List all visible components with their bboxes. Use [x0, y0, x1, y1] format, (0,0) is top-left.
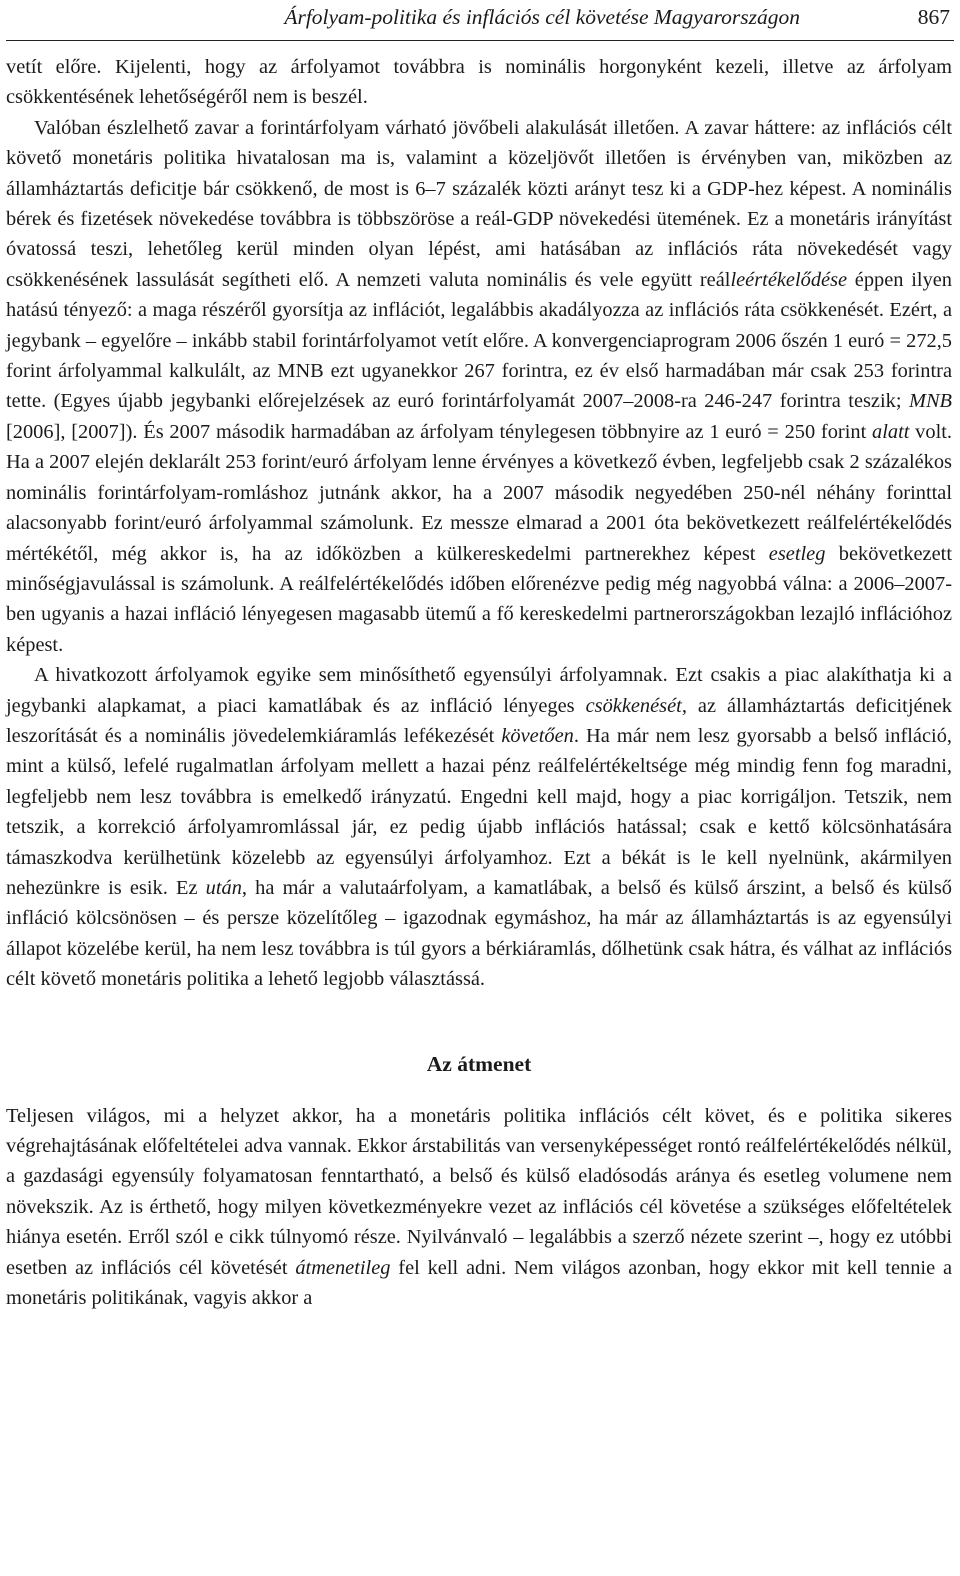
running-head-title: Árfolyam-politika és inflációs cél követése Magyarországon: [284, 5, 800, 29]
text-run: fel kell adni. Nem világos azonban, hogy ekkor mit kell tennie a monetáris politikának, vagyis akkor a: [6, 1256, 952, 1310]
running-head: [0, 0, 960, 36]
italic-run: követően: [501, 724, 574, 747]
paragraph: [6, 1101, 952, 1314]
text-run: A hivatkozott árfolyamok egyike sem minősíthető egyensúlyi árfolyamnak. Ezt csakis a piac alakíthatja ki a jegybanki alapkamat, a piaci kamatlábak és az infláció lényeges: [6, 664, 952, 717]
text-run: vetít előre. Kijelenti, hogy az árfolyamot továbbra is nominális horgonyként kezeli, illetve az árfolyam csökkentésének lehetőségéről nem is beszél.: [6, 56, 952, 109]
text-run: , ha már a valutaárfolyam, a kamatlábak, a belső és külső árszint, a belső és külső infláció kölcsönösen – és persze közelítőleg – igazodnak egymáshoz, ha már az államháztartás is az egyensúlyi állapot közelébe kerül, ha nem lesz továbbra is túl gyors a bérkiáramlás, dőlhetünk csak hátra, és válhat az inflációs célt követő monetáris politika a lehető legjobb választássá.: [6, 876, 952, 991]
text-run: [2006], [2007]). És 2007 második harmadában az árfolyam ténylegesen többnyire az 1 euró = 250 forint: [6, 420, 873, 443]
text-run: éppen ilyen hatású tényező: a maga részéről gyorsítja az inflációt, legalábbis akadályozza az inflációs ráta csökkenését. Ezért, a jegybank – egyelőre – inkább stabil forintárfolyamot vetít előre. A konvergenciaprogram 2006 őszén 1 euró = 272,5 forint árfolyammal kalkulált, az MNB ezt ugyanekkor 267 forintra, ez év első harmadában már csak 253 forintra tette. (Egyes újabb jegybanki előrejelzések az euró forintárfolyamát 2007–2008-ra 246-247 forintra teszik;: [6, 268, 953, 413]
paragraph: [6, 660, 952, 994]
italic-run: után: [205, 876, 242, 899]
paragraph: [6, 113, 952, 660]
text-run: Valóban észlelhető zavar a forintárfolyam várható jövőbeli alakulását illetően. A zavar háttere: az inflációs célt követő monetáris politika hivatalosan ma is, valamint a közeljövőt illetően is érvényben van, miközben az államháztartás deficitje bár csökkenő, de most is 6–7 százalék közti arányt tesz ki a GDP-hez képest. A nominális bérek és fizetések növekedése továbbra is többszöröse a reál-GDP növekedési ütemének. Ez a monetáris irányítást óvatossá teszi, lehetőleg kerül minden olyan lépést, ami hatásában az inflációs ráta növekedését vagy csökkenésének lassulását segítheti elő. A nemzeti valuta nominális és vele együtt reál: [6, 116, 952, 291]
italic-run: MNB: [908, 390, 952, 413]
section-heading: Az átmenet: [426, 1051, 532, 1076]
italic-run: csökkenését: [585, 694, 682, 717]
text-run: Teljesen világos, mi a helyzet akkor, ha a monetáris politika inflációs célt követ, és e politika sikeres végrehajtásának előfeltételei adva vannak. Ekkor árstabilitás van versenyképességet rontó reálfelértékelődés nélkül, a gazdasági egyensúly folyamatosan fenntartható, a belső és külső eladósodás aránya és esetleg volumene nem növekszik. Az is érthető, hogy milyen következményekre vezet az inflációs cél követése a szükséges előfeltételek hiánya esetén. Erről szól e cikk túlnyomó része. Nyilvánvaló – legalábbis a szerző nézete szerint –, hogy ez utóbbi esetben az inflációs cél követését: [6, 1104, 952, 1279]
text-run: volt. Ha a 2007 elején deklarált 253 forint/euró árfolyam lenne érvényes a következő évben, legfeljebb csak 2 százalékos nominális forintárfolyam-romláshoz jutnánk akkor, ha a 2007 második negyedében 250-nél néhány forinttal alacsonyabb forint/euró árfolyammal számolunk. Ez messze elmarad a 2001 óta bekövetkezett reálfelértékelődés mértékétől, még akkor is, ha az időközben a külkereskedelmi partnerekhez képest: [6, 420, 952, 565]
italic-run: átmenetileg: [295, 1256, 391, 1279]
body-text: [6, 52, 952, 1313]
text-run: . Ha már nem lesz gyorsabb a belső infláció, mint a külső, lefelé rugalmatlan árfolyam mellett a hazai pénz reálfelértékeltsége még mindig fenn fog maradni, legfeljebb nem lesz továbbra is emelkedő irányzatú. Engedni kell majd, hogy a piac korrigáljon. Tetszik, nem tetszik, a korrekció árfolyamromlással jár, ez pedig újabb inflációs hatással; csak e kettő kölcsönhatására támaszkodva kerülhetünk közelebb az egyensúlyi árfolyamhoz. Ezt a békát is le kell nyelnünk, akármilyen nehezünkre is esik. Ez: [6, 724, 952, 899]
italic-run: esetleg: [768, 542, 826, 565]
header-rule: [6, 40, 954, 41]
paragraph-continued: [6, 52, 952, 113]
italic-run: alatt: [872, 420, 910, 443]
text-run: bekövetkezett minőségjavulással is számolunk. A reálfelértékelődés időben előrenézve pedig még nagyobbá válna: a 2006–2007-ben ugyanis a hazai infláció lényegesen magasabb ütemű a fő kereskedelmi partnerországokban lezajló inflációhoz képest.: [6, 542, 952, 656]
page-number: 867: [917, 5, 950, 29]
text-run: , az államháztartás deficitjének leszorítását és a nominális jövedelemkiáramlás lefékezését: [6, 694, 952, 747]
italic-run: leértékelődése: [730, 268, 848, 291]
